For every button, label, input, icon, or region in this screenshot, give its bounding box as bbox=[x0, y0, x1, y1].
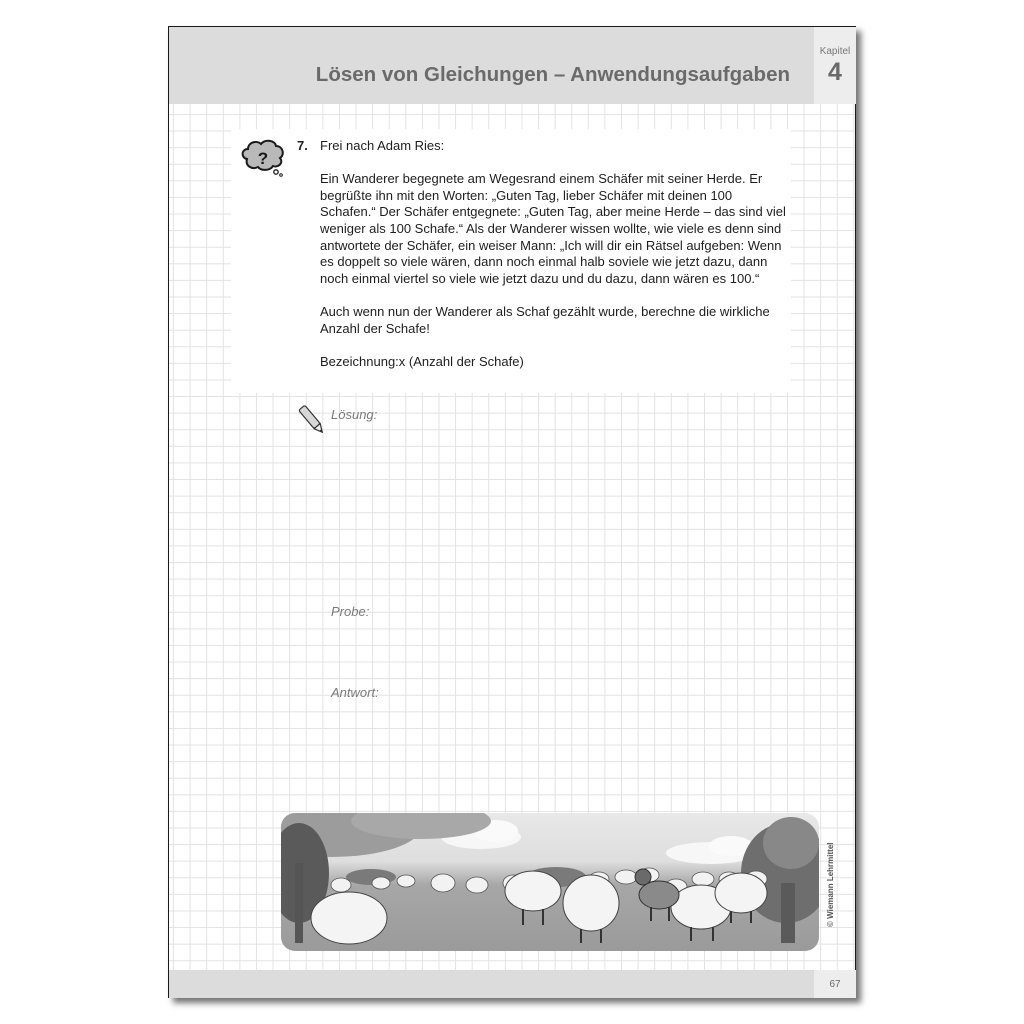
footer-band bbox=[169, 970, 814, 998]
answer-label: Antwort: bbox=[331, 685, 379, 700]
task-number: 7. bbox=[297, 138, 308, 153]
task-story: Ein Wanderer begegnete am Wegesrand einem Schäfer mit seiner Herde. Er begrüßte ihn mit den Worten: „Guten Tag, lieber Schäfer mit deinen 100 Schafen.“ Der Schäfer entgegnete: „Guten Tag, aber meine Herde – das sind viel weniger als 100 Schafe.“ Als der Wanderer wissen wollte, wie viele es denn sind antwortete der Schäfer, ein weiser Mann: „Ich will dir ein Rätsel aufgeben: Wenn es doppelt so viele wären, dann noch einmal halb soviele wie jetzt dazu, dann noch einmal viertel so viele wie jetzt dazu und du dazu, dann wären es 100.“ bbox=[320, 171, 786, 286]
page-number: 67 bbox=[829, 979, 841, 990]
header-band bbox=[169, 27, 814, 104]
page-title: Lösen von Gleichungen – Anwendungsaufgaben bbox=[315, 63, 790, 86]
task-instruction: Auch wenn nun der Wanderer als Schaf gezählt wurde, berechne die wirkliche Anzahl der Schafe! bbox=[320, 303, 770, 336]
sheep-meadow-graphic bbox=[281, 813, 819, 951]
copyright-text: © Wiemann Lehrmittel bbox=[826, 842, 835, 927]
solution-label: Lösung: bbox=[331, 407, 378, 422]
worksheet-page bbox=[168, 26, 856, 998]
task-variable-definition: Bezeichnung:x (Anzahl der Schafe) bbox=[320, 353, 524, 369]
chapter-box bbox=[814, 27, 856, 104]
check-label: Probe: bbox=[331, 604, 370, 619]
svg-text:?: ? bbox=[257, 149, 269, 168]
thought-bubble-question-icon bbox=[239, 137, 287, 179]
page-number-box bbox=[814, 970, 856, 998]
task-text bbox=[320, 138, 790, 370]
chapter-label: Kapitel bbox=[819, 46, 851, 57]
chapter-number: 4 bbox=[828, 58, 842, 86]
pencil-icon bbox=[297, 402, 327, 438]
task-heading: Frei nach Adam Ries: bbox=[320, 138, 445, 153]
sheep-herd-illustration bbox=[281, 813, 819, 951]
